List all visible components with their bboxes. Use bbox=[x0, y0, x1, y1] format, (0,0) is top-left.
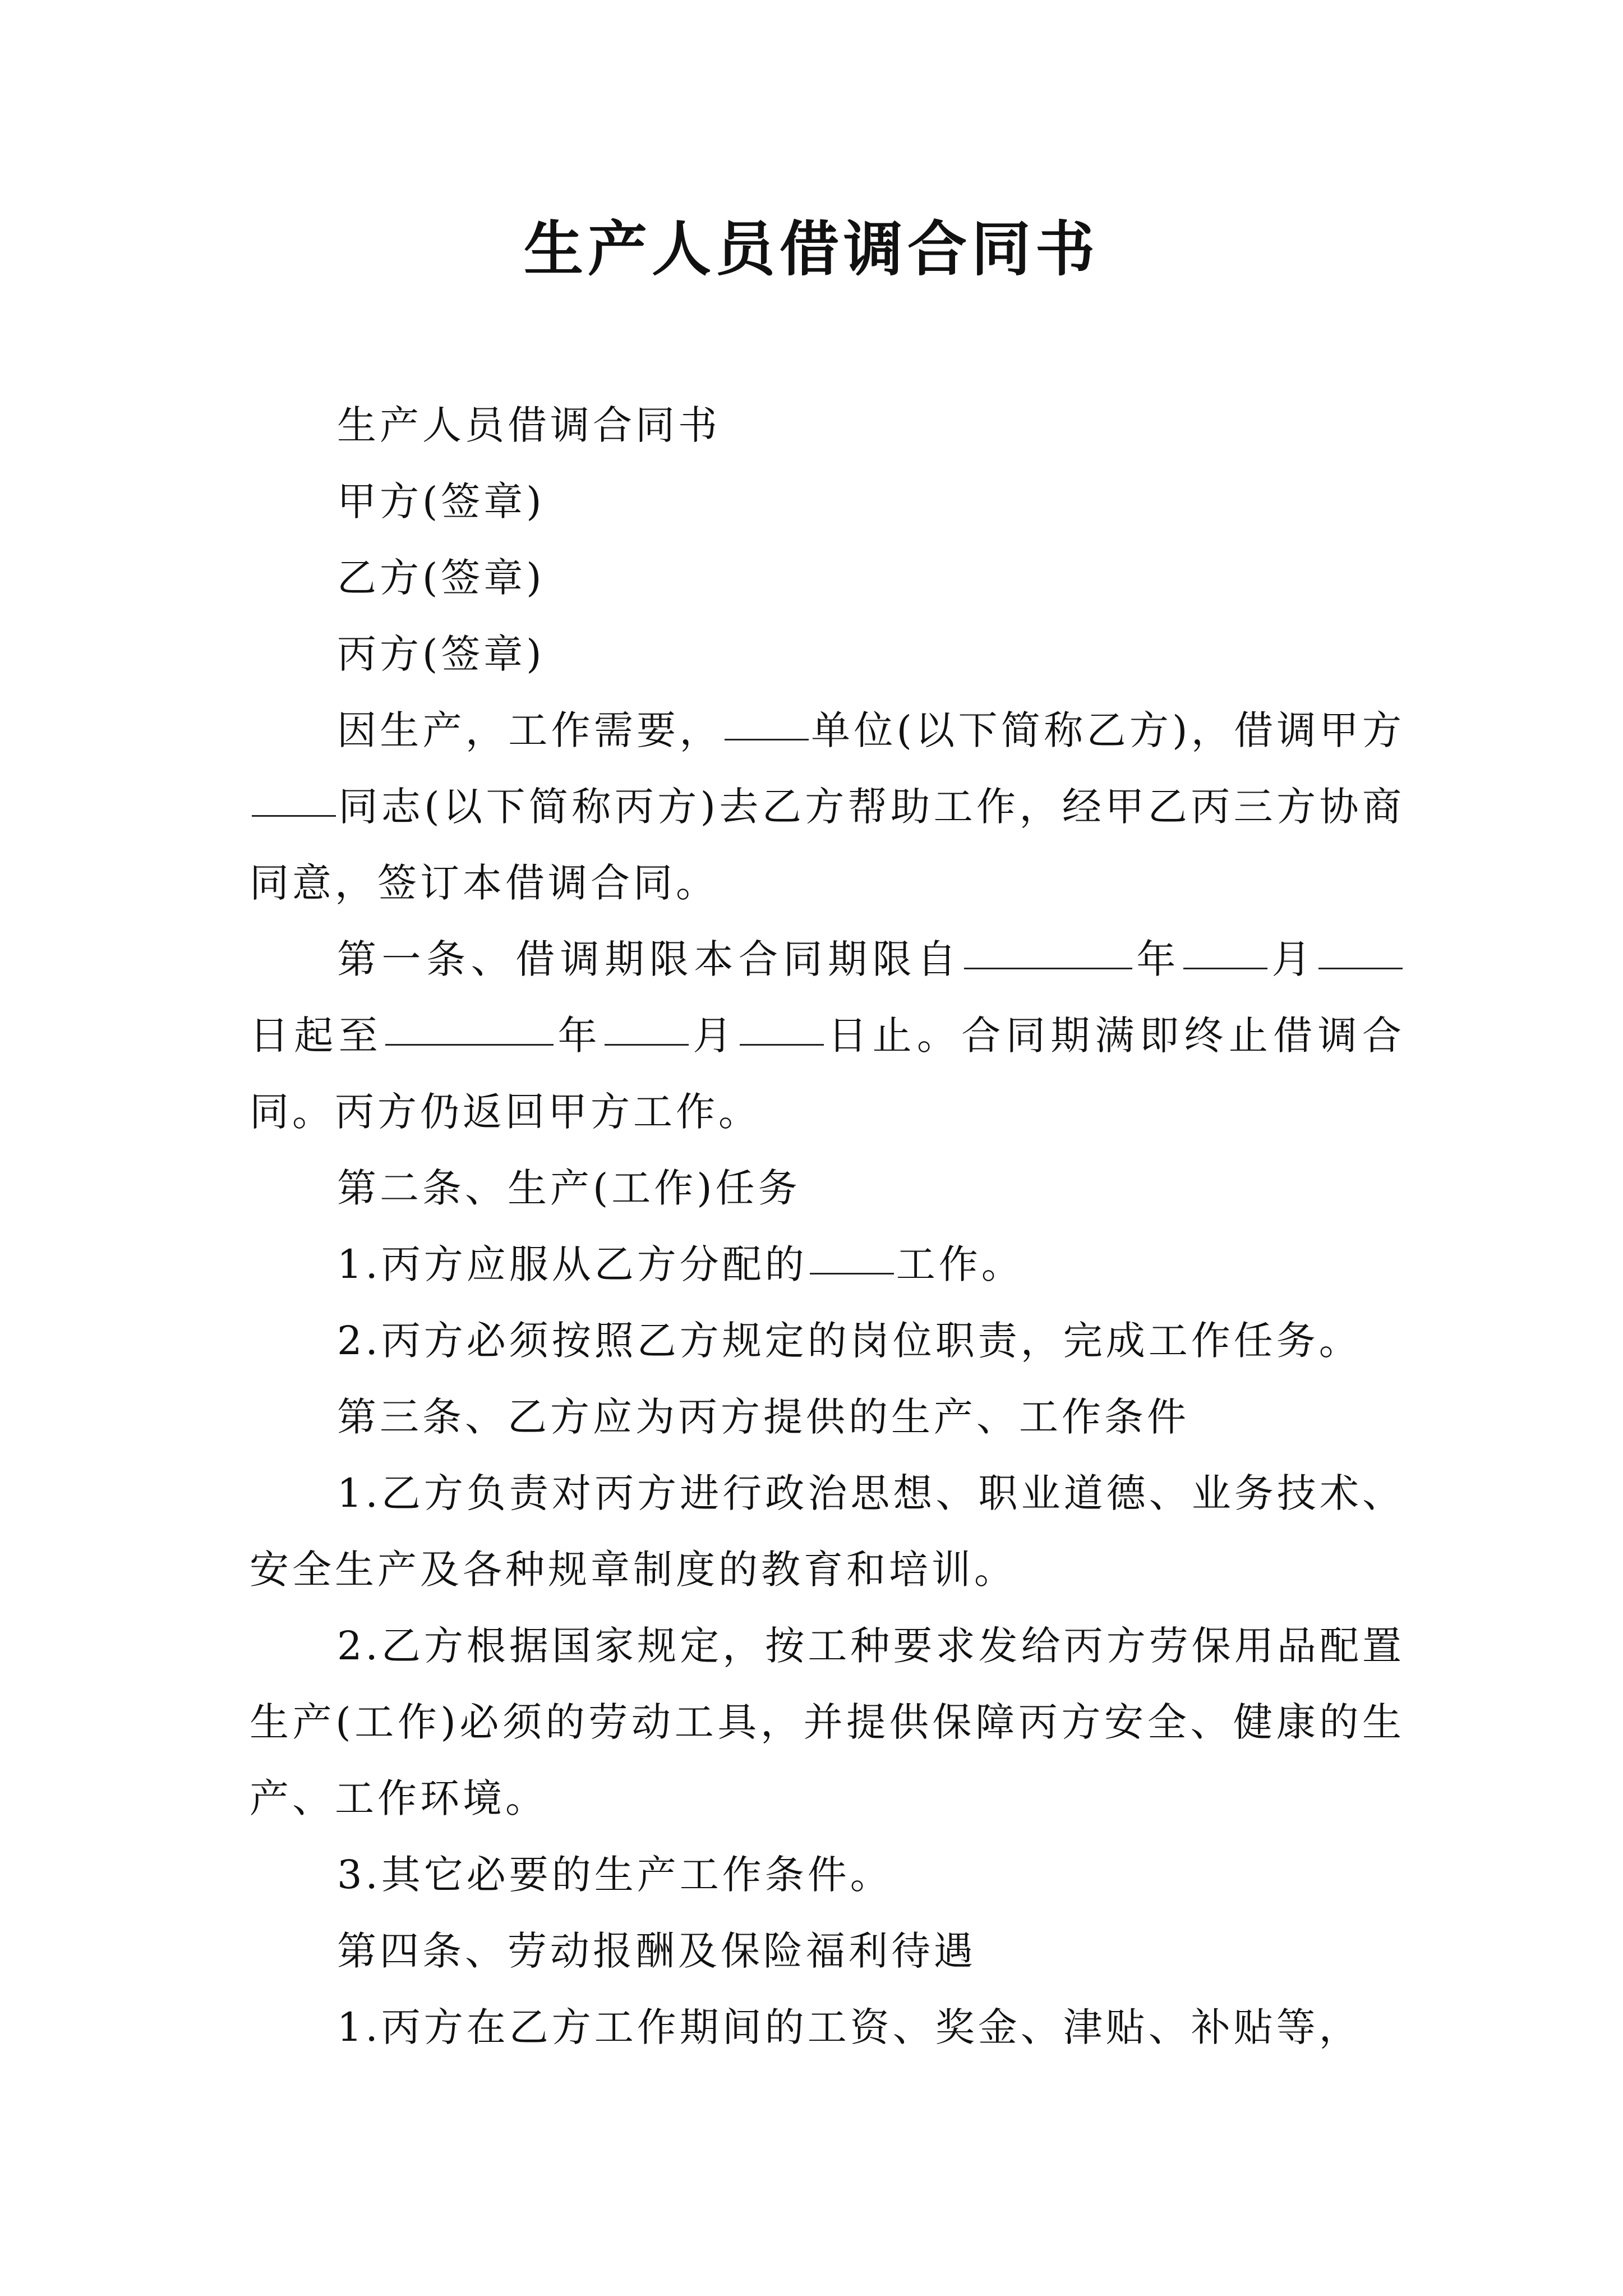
preamble-text-2: 单位(以下简称乙方)，借调甲方 bbox=[810, 707, 1405, 753]
article-1-text-4: 日起至 bbox=[250, 1013, 384, 1059]
blank-line bbox=[725, 735, 809, 740]
article-1-text-6: 月 bbox=[691, 1013, 737, 1059]
article-3-item-1: 1.乙方负责对丙方进行政治思想、职业道德、业务技术、安全生产及各种规章制度的教育和培训。 bbox=[250, 1470, 1405, 1593]
party-a-signature: 甲方(签章) bbox=[337, 478, 545, 524]
article-1-paragraph bbox=[250, 921, 1405, 1150]
article-3-item-3: 3.其它必要的生产工作条件。 bbox=[337, 1852, 893, 1898]
item-text-2: 工作。 bbox=[896, 1241, 1024, 1287]
blank-line bbox=[810, 1269, 894, 1274]
preamble-text-1: 因生产，工作需要， bbox=[337, 707, 722, 753]
article-2-heading: 第二条、生产(工作)任务 bbox=[337, 1165, 801, 1211]
article-1-text-1: 第一条、借调期限本合同期限自 bbox=[337, 936, 962, 982]
article-1-text-7: 日止。合同期满即终止借调合同。丙方仍返回甲方工作。 bbox=[250, 1013, 1405, 1135]
blank-line bbox=[385, 1041, 554, 1046]
article-3-item-2: 2.乙方根据国家规定，按工种要求发给丙方劳保用品配置生产(工作)必须的劳动工具，并提供保障丙方安全、健康的生产、工作环境。 bbox=[250, 1623, 1405, 1821]
document-title: 生产人员借调合同书 bbox=[524, 215, 1099, 284]
article-2-item-2: 2.丙方必须按照乙方规定的岗位职责，完成工作任务。 bbox=[337, 1318, 1362, 1364]
document-body bbox=[250, 387, 1405, 2065]
party-c-signature: 丙方(签章) bbox=[337, 631, 545, 677]
blank-line bbox=[1318, 964, 1403, 969]
article-4-item-1: 1.丙方在乙方工作期间的工资、奖金、津贴、补贴等， bbox=[337, 2004, 1362, 2050]
party-b-signature: 乙方(签章) bbox=[337, 555, 545, 601]
article-1-text-5: 年 bbox=[556, 1013, 603, 1059]
article-3-heading: 第三条、乙方应为丙方提供的生产、工作条件 bbox=[337, 1394, 1189, 1440]
preamble-paragraph bbox=[250, 692, 1405, 921]
article-1-text-2: 年 bbox=[1134, 936, 1181, 982]
article-2-item-1 bbox=[250, 1226, 1405, 1303]
blank-line bbox=[740, 1041, 824, 1046]
article-1-text-3: 月 bbox=[1269, 936, 1317, 982]
blank-line bbox=[252, 812, 336, 817]
paragraph-heading: 生产人员借调合同书 bbox=[337, 402, 721, 448]
preamble-text-3: 同志(以下简称丙方)去乙方帮助工作，经甲乙丙三方协商同意，签订本借调合同。 bbox=[250, 784, 1405, 906]
blank-line bbox=[1183, 964, 1267, 969]
blank-line bbox=[964, 964, 1132, 969]
article-4-heading: 第四条、劳动报酬及保险福利待遇 bbox=[337, 1928, 976, 1974]
blank-line bbox=[605, 1041, 689, 1046]
item-text-1: 1.丙方应服从乙方分配的 bbox=[337, 1241, 808, 1287]
